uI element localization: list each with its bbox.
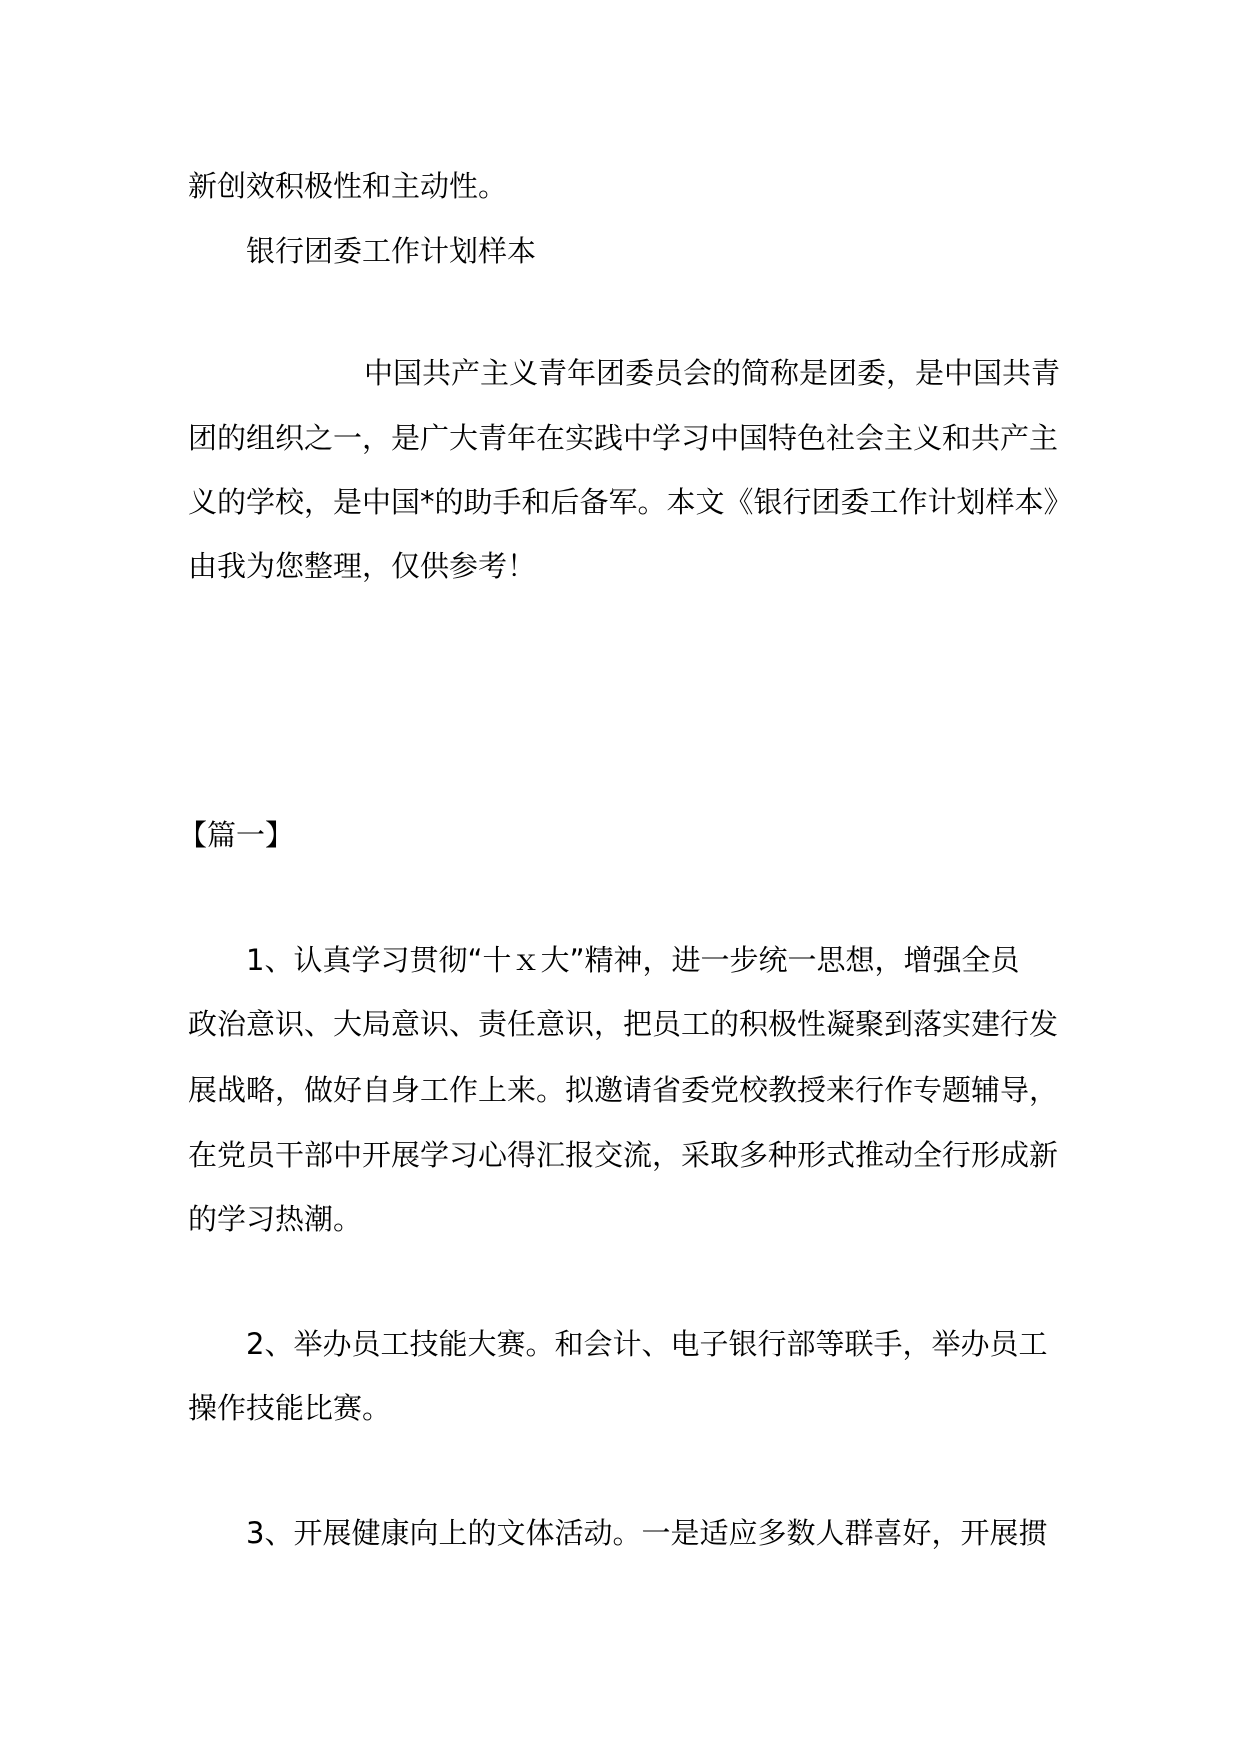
paragraph-line: 3、开展健康向上的文体活动。一是适应多数人群喜好，开展掼 [246, 1516, 1048, 1550]
paragraph-line: 操作技能比赛。 [188, 1391, 392, 1425]
paragraph-line: 在党员干部中开展学习心得汇报交流，采取多种形式推动全行形成新 [188, 1138, 1059, 1172]
paragraph-line: 义的学校，是中国*的助手和后备军。本文《银行团委工作计划样本》 [188, 485, 1073, 519]
paragraph-line: 2、举办员工技能大赛。和会计、电子银行部等联手，举办员工 [246, 1327, 1048, 1361]
paragraph-line: 由我为您整理，仅供参考！ [188, 549, 537, 583]
paragraph-line: 中国共产主义青年团委员会的简称是团委，是中国共青 [364, 356, 1061, 390]
paragraph-line: 团的组织之一，是广大青年在实践中学习中国特色社会主义和共产主 [188, 421, 1059, 455]
paragraph-line: 的学习热潮。 [188, 1202, 363, 1236]
paragraph-line: 政治意识、大局意识、责任意识，把员工的积极性凝聚到落实建行发 [188, 1007, 1059, 1041]
paragraph-line: 展战略，做好自身工作上来。拟邀请省委党校教授来行作专题辅导， [188, 1073, 1059, 1107]
paragraph-line: 1、认真学习贯彻“十ｘ大”精神，进一步统一思想，增强全员 [246, 943, 1020, 977]
section-heading: 【篇一】 [178, 818, 295, 852]
document-title: 银行团委工作计划样本 [246, 234, 537, 268]
intro-tail-text: 新创效积极性和主动性。 [188, 169, 508, 203]
